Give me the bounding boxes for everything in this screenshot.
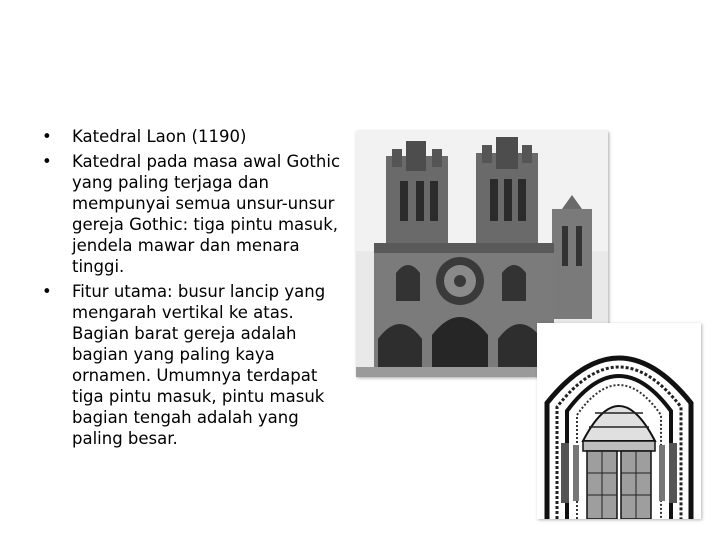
bullet-text-title: Katedral Laon (1190): [72, 127, 247, 146]
bullet-dot: •: [42, 152, 52, 171]
portal-sketch-image: [537, 323, 701, 519]
bullet-item: [42, 126, 347, 147]
bullet-item: [42, 151, 347, 277]
bullet-text-features: Fitur utama: busur lancip yang mengarah vertikal ke atas. Bagian barat gereja adalah bagian yang paling kaya ornamen. Umumnya terdapat tiga pintu masuk, pintu masuk bagian tengah adalah yang paling besar.: [72, 282, 326, 448]
bullet-text-description: Katedral pada masa awal Gothic yang paling terjaga dan mempunyai semua unsur-unsur gereja Gothic: tiga pintu masuk, jendela mawar dan menara tinggi.: [72, 152, 341, 276]
bullet-dot: •: [42, 127, 52, 146]
bullet-dot: •: [42, 282, 52, 301]
bullet-list: [42, 126, 347, 453]
bullet-item: [42, 281, 347, 449]
portal-drawing: [537, 323, 701, 519]
